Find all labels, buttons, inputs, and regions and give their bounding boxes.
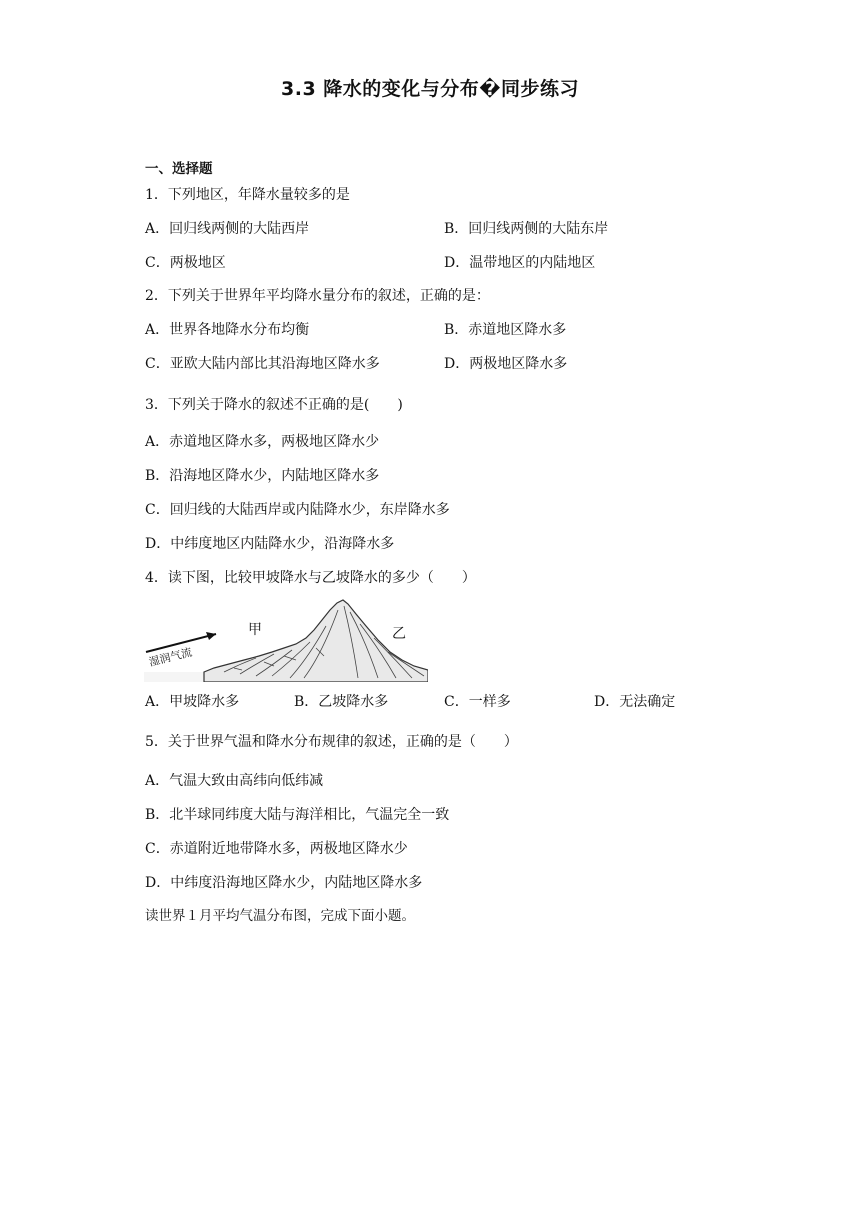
airflow-label: 湿润气流 [147, 645, 194, 669]
question-1-stem: 1．下列地区，年降水量较多的是 [145, 187, 350, 203]
mountain-slope-figure [144, 598, 428, 682]
section-heading: 一、选择题 [145, 161, 213, 177]
question-2-option-a: A．世界各地降水分布均衡 [145, 322, 310, 338]
question-1-option-b: B．回归线两侧的大陆东岸 [444, 221, 609, 237]
question-5-stem: 5．关于世界气温和降水分布规律的叙述，正确的是（ ） [145, 734, 518, 750]
question-1-option-c: C．两极地区 [145, 255, 226, 271]
question-4-option-c: C．一样多 [444, 694, 511, 710]
question-2-option-c: C．亚欧大陆内部比其沿海地区降水多 [145, 356, 380, 372]
question-3-option-b: B．沿海地区降水少，内陆地区降水多 [145, 468, 380, 484]
question-5-option-d: D．中纬度沿海地区降水少，内陆地区降水多 [145, 875, 423, 891]
question-5-option-a: A．气温大致由高纬向低纬减 [145, 773, 324, 789]
question-1-option-a: A．回归线两侧的大陆西岸 [145, 221, 310, 237]
question-3-stem: 3．下列关于降水的叙述不正确的是( ) [145, 397, 403, 413]
question-2-stem: 2．下列关于世界年平均降水量分布的叙述，正确的是： [145, 288, 490, 304]
page-title: 3.3 降水的变化与分布�同步练习 [281, 78, 579, 100]
question-3-option-a: A．赤道地区降水多，两极地区降水少 [145, 434, 380, 450]
question-3-option-d: D．中纬度地区内陆降水少，沿海降水多 [145, 536, 395, 552]
question-4-option-d: D．无法确定 [594, 694, 676, 710]
question-3-option-c: C．回归线的大陆西岸或内陆降水少，东岸降水多 [145, 502, 450, 518]
question-4-option-b: B．乙坡降水多 [294, 694, 389, 710]
question-5-option-c: C．赤道附近地带降水多，两极地区降水少 [145, 841, 408, 857]
slope-label-jia: 甲 [248, 622, 262, 638]
question-5-option-b: B．北半球同纬度大陆与海洋相比，气温完全一致 [145, 807, 450, 823]
airflow-arrow-head [206, 632, 216, 640]
question-2-option-d: D．两极地区降水多 [444, 356, 568, 372]
map-reading-prompt: 读世界１月平均气温分布图，完成下面小题。 [145, 908, 415, 924]
question-4-stem: 4．读下图，比较甲坡降水与乙坡降水的多少（ ） [145, 570, 476, 586]
question-4-option-a: A．甲坡降水多 [145, 694, 240, 710]
question-1-option-d: D．温带地区的内陆地区 [444, 255, 596, 271]
slope-label-yi: 乙 [392, 626, 406, 642]
question-2-option-b: B．赤道地区降水多 [444, 322, 567, 338]
